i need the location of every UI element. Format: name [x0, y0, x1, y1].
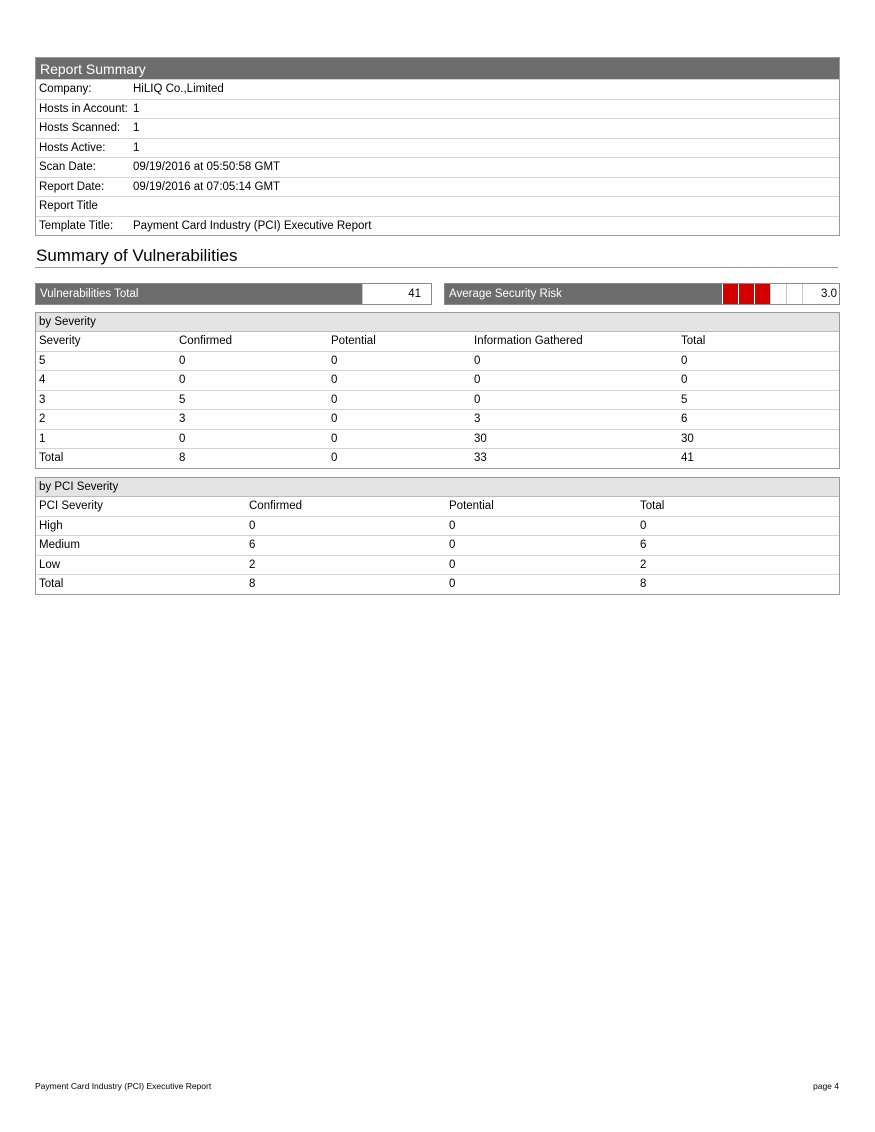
table-row [36, 409, 839, 429]
table-cell: 0 [681, 354, 688, 367]
summary-label: Hosts Scanned: [39, 122, 121, 134]
table-cell: 5 [39, 354, 46, 367]
table-cell: 0 [331, 432, 338, 445]
column-header: Potential [449, 500, 494, 512]
table-cell: 0 [331, 393, 338, 406]
table-cell: Low [39, 558, 61, 571]
summary-value: 1 [133, 122, 140, 134]
table-cell: 1 [39, 432, 46, 445]
table-cell: 8 [249, 578, 256, 590]
summary-row [36, 177, 839, 197]
section-divider [35, 267, 838, 268]
table-cell: 30 [474, 432, 487, 445]
summary-value: 1 [133, 141, 140, 154]
table-cell: 3 [39, 393, 46, 406]
table-cell: 2 [640, 558, 647, 571]
risk-meter-segment [770, 284, 786, 304]
table-row-total [36, 574, 839, 594]
summary-value: 09/19/2016 at 05:50:58 GMT [133, 161, 281, 173]
table-cell: Total [39, 452, 64, 464]
risk-meter-segment [722, 284, 738, 304]
table-cell: 41 [681, 452, 694, 464]
vulnerabilities-total-label: Vulnerabilities Total [36, 284, 362, 304]
table-cell: 0 [449, 519, 456, 532]
summary-label: Template Title: [39, 219, 114, 232]
summary-value: 09/19/2016 at 07:05:14 GMT [133, 180, 281, 193]
summary-row [36, 99, 839, 119]
column-header: Total [681, 335, 706, 347]
average-security-risk-bar [444, 283, 840, 305]
table-cell: 0 [681, 374, 688, 386]
summary-row [36, 157, 839, 177]
column-header: Severity [39, 335, 81, 347]
table-row [36, 429, 839, 449]
severity-table-title: by Severity [36, 313, 839, 332]
table-cell: 0 [474, 393, 481, 406]
risk-meter [722, 284, 802, 304]
summary-row [36, 79, 839, 99]
summary-value: Payment Card Industry (PCI) Executive Report [133, 219, 372, 232]
table-cell: 30 [681, 432, 694, 445]
column-header: Total [640, 500, 665, 512]
severity-table [35, 312, 840, 469]
average-security-risk-label: Average Security Risk [445, 284, 722, 304]
summary-label: Company: [39, 83, 92, 95]
table-cell: 0 [331, 413, 338, 425]
column-header: Confirmed [179, 335, 233, 347]
table-cell: 2 [39, 413, 46, 425]
risk-meter-segment [786, 284, 802, 304]
summary-value: HiLIQ Co.,Limited [133, 83, 224, 95]
report-summary-title: Report Summary [36, 58, 839, 79]
table-cell: 2 [249, 558, 256, 571]
table-cell: 0 [179, 374, 186, 386]
table-cell: 0 [449, 558, 456, 571]
table-cell: High [39, 519, 63, 532]
table-cell: 0 [179, 354, 186, 367]
table-row [36, 535, 839, 555]
summary-value: 1 [133, 102, 140, 115]
risk-meter-segment [738, 284, 754, 304]
summary-label: Report Date: [39, 180, 105, 193]
table-cell: Medium [39, 539, 80, 551]
summary-label: Report Title [39, 200, 98, 212]
summary-label: Hosts in Account: [39, 102, 128, 115]
table-row [36, 390, 839, 410]
table-cell: 4 [39, 374, 46, 386]
table-cell: Total [39, 578, 64, 590]
table-cell: 6 [249, 539, 256, 551]
table-cell: 33 [474, 452, 487, 464]
table-cell: 0 [640, 519, 647, 532]
table-cell: 0 [331, 374, 338, 386]
average-security-risk-value: 3.0 [802, 284, 839, 304]
section-title: Summary of Vulnerabilities [36, 246, 238, 265]
footer-page-number: page 4 [813, 1081, 839, 1091]
table-row [36, 516, 839, 536]
footer-report-title: Payment Card Industry (PCI) Executive Report [35, 1081, 212, 1091]
table-cell: 3 [179, 413, 186, 425]
table-cell: 0 [474, 354, 481, 367]
summary-row [36, 118, 839, 138]
table-cell: 0 [449, 539, 456, 551]
table-cell: 8 [179, 452, 186, 464]
pci-severity-table [35, 477, 840, 595]
table-header-row [36, 332, 839, 351]
pci-severity-table-title: by PCI Severity [36, 478, 839, 497]
summary-label: Hosts Active: [39, 141, 106, 154]
vulnerabilities-total-value: 41 [362, 284, 431, 304]
table-cell: 5 [681, 393, 688, 406]
summary-row [36, 196, 839, 216]
table-header-row [36, 497, 839, 516]
table-cell: 6 [640, 539, 647, 551]
table-cell: 5 [179, 393, 186, 406]
column-header: Information Gathered [474, 335, 583, 347]
table-row [36, 351, 839, 371]
report-summary-panel [35, 57, 840, 236]
column-header: Confirmed [249, 500, 303, 512]
summary-row [36, 138, 839, 158]
summary-row [36, 216, 839, 236]
table-cell: 6 [681, 413, 688, 425]
column-header: Potential [331, 335, 376, 347]
table-cell: 0 [179, 432, 186, 445]
table-row [36, 370, 839, 390]
table-cell: 8 [640, 578, 647, 590]
table-row [36, 555, 839, 575]
table-cell: 0 [331, 354, 338, 367]
table-cell: 0 [449, 578, 456, 590]
vulnerabilities-total-bar [35, 283, 432, 305]
table-cell: 0 [249, 519, 256, 532]
table-cell: 0 [474, 374, 481, 386]
column-header: PCI Severity [39, 500, 103, 512]
table-cell: 3 [474, 413, 481, 425]
table-row-total [36, 448, 839, 468]
table-cell: 0 [331, 452, 338, 464]
risk-meter-segment [754, 284, 770, 304]
summary-label: Scan Date: [39, 161, 96, 173]
